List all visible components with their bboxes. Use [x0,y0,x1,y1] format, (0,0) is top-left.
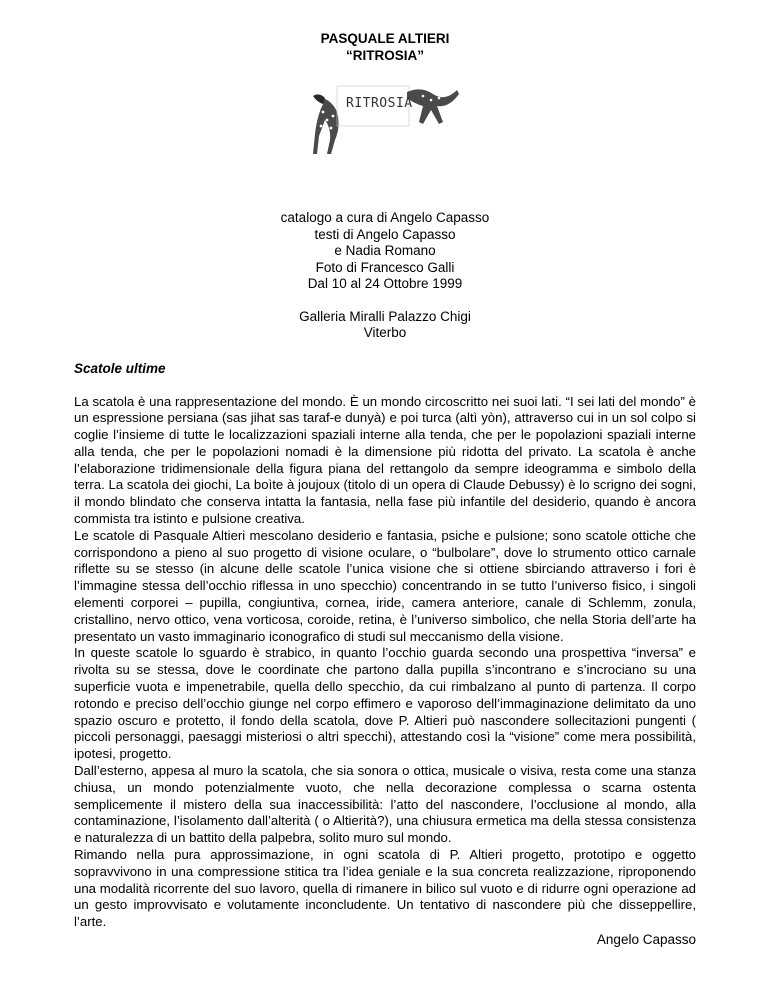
paragraph: In queste scatole lo sguardo è strabico, in quanto l’occhio guarda secondo una prospettiva “inversa” e rivolta su se stessa, dove le coordinate che partono dalla pupilla s’incontrano e s’incrociano su una superficie vuota e impenetrabile, quella dello specchio, da cui rimbalzano al punto di partenza. Il corpo rotondo e preciso dell’occhio giunge nel corpo effimero e vaporoso dell’immaginazione delimitato da uno spazio oscuro e protetto, il fondo della scatola, dove P. Altieri può nascondere sollecitazioni pungenti ( piccoli personaggi, paesaggi misteriosi o altri specchi), attestando così la “visione” come mera possibilità, ipotesi, progetto. [74,645,696,762]
author-heading: PASQUALE ALTIERI [320,31,450,46]
paragraph: Le scatole di Pasquale Altieri mescolano desiderio e fantasia, psiche e pulsione; sono scatole ottiche che corrispondono a pieno al suo progetto di visione oculare, o “bulbolare”, dove lo strumento ottico carnale riflette su se stesso (in alcune delle scatole l’unica visione che si ottiene sbirciando attraverso i fori è l’immagine stessa dell’occhio riflessa in uno specchio) concentrando in se tutto l’universo fisico, i singoli elementi corporei – pupilla, congiuntiva, cornea, iride, camera anteriore, canale di Schlemm, zonula, cristallino, nervo ottico, vena vorticosa, coroide, retina, è l’universo simbolico, che nella Storia dell’arte ha presentato un vasto immaginario iconografico di studi sul meccanismo della visione. [74,527,696,644]
signature: Angelo Capasso [596,932,696,947]
credit-line: Dal 10 al 24 Ottobre 1999 [307,276,463,291]
document-page [74,30,696,948]
section-title: Scatole ultime [74,360,166,376]
venue-block [74,309,696,342]
ritrosia-logo [311,82,461,160]
logo-wordmark: RITROSIA [346,96,413,111]
paragraph: Dall’esterno, appesa al muro la scatola, che sia sonora o ottica, musicale o visiva, resta come una stanza chiusa, un mondo potenzialmente vuoto, che nella decorazione complessa o scarna ostenta semplicemente il mistero della sua inaccessibilità: l’atto del nascondere, l’occlusione al mondo, alla contaminazione, l’isolamento dall’alterità ( o Altierità?), una chiusura ermetica ma della stessa consistenza e naturalezza di un battito della palpebra, solito muro sul mondo. [74,763,696,846]
credits-block [74,210,696,293]
paragraph: Rimando nella pura approssimazione, in ogni scatola di P. Altieri progetto, prototipo e oggetto sopravvivono in una compressione stitica tra l’idea geniale e la sua concreta realizzazione, riproponendo una modalità ricorrente del suo lavoro, quella di rimanere in bilico sul vuoto e di ridurre ogni operazione ad un gesto improvvisato e volutamente inconcludente. Un tentativo di nascondere più che disseppellire, l’arte. [74,847,696,930]
essay-body [74,394,696,932]
exhibition-title: “RITROSIA” [345,48,424,63]
credit-line: catalogo a cura di Angelo Capasso [280,210,490,225]
paragraph: La scatola è una rappresentazione del mondo. È un mondo circoscritto nei suoi lati. “I sei lati del mondo” è un espressione persiana (sas jihat sas taraf-e dunyà) e poi turca (altì yòn), attraverso cui in un sol colpo si coglie l’insieme di tutte le localizzazioni spaziali interne alla tenda, che per le popolazioni spaziali interne alla tenda, che per le popolazioni nomadi è la dimensione più ridotta del privato. La scatola è anche l’elaborazione tridimensionale della figura piana del rettangolo da sempre ideogramma e simbolo della terra. La scatola dei giochi, La boìte à joujoux (titolo di un opera di Claude Debussy) è lo scrigno dei sogni, il mondo blindato che conserva intatta la fantasia, nella fase più infantile del desiderio, quando è ancora commista tra istinto e pulsione creativa. [74,393,696,527]
credit-line: Foto di Francesco Galli [315,259,455,275]
credit-line: e Nadia Romano [334,243,436,258]
credit-line: testi di Angelo Capasso [314,226,456,242]
venue-line: Viterbo [363,325,407,340]
venue-line: Galleria Miralli Palazzo Chigi [299,308,471,324]
logo-area [74,82,696,160]
